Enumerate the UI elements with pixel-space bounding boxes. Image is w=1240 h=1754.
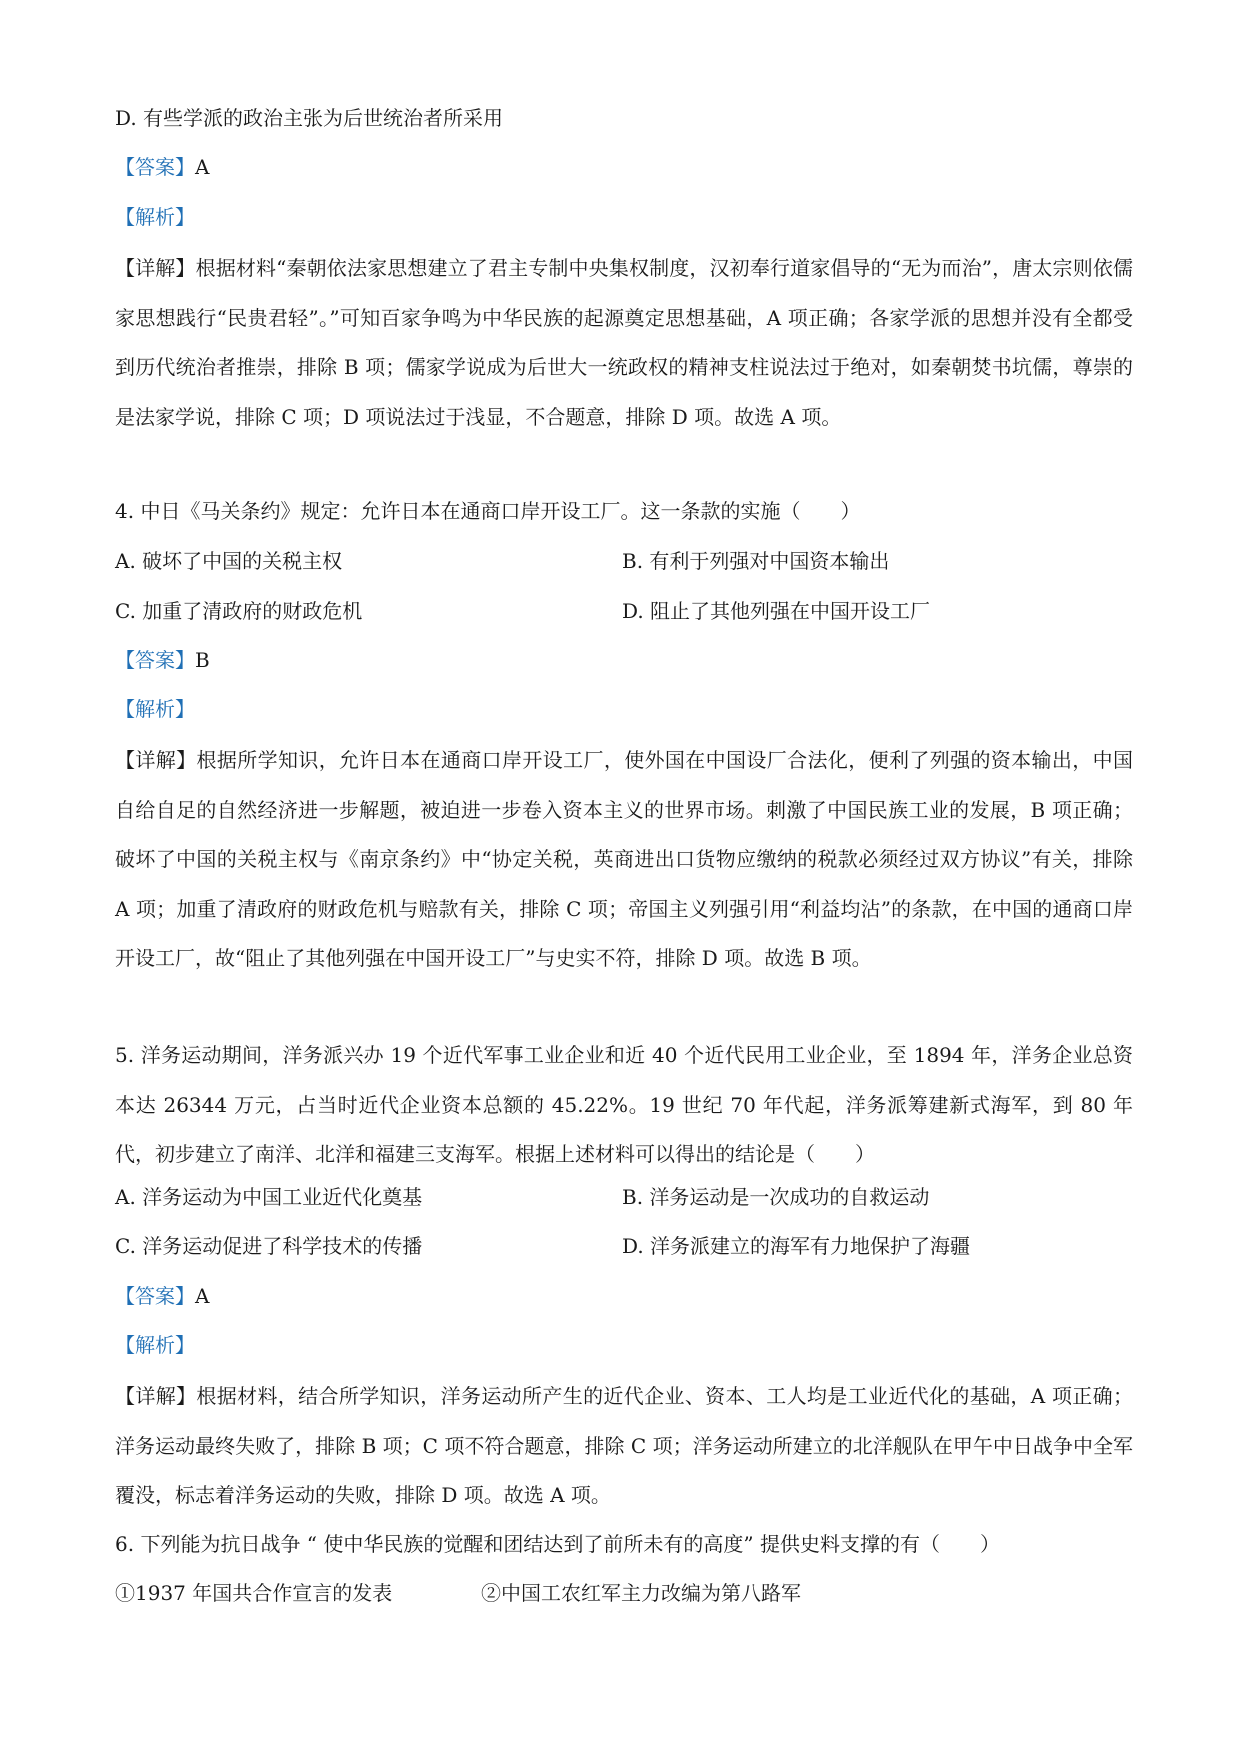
answer-label: 【答案】 bbox=[115, 155, 195, 179]
q4-analysis-label: 【解析】 bbox=[115, 697, 195, 721]
detail-label: 【详解】 bbox=[115, 256, 196, 280]
detail-text: 根据所学知识，允许日本在通商口岸开设工厂，使外国在中国设厂合法化，便利了列强的资本输出，中国自给自足的自然经济进一步解题，被迫进一步卷入资本主义的世界市场。刺激了中国民族工业的发展，B 项正确；破坏了中国的关税主权与《南京条约》中“协定关税，英商进出口货物应缴纳的税款必须经过双方协议”有关，排除 A 项；加重了清政府的财政危机与赔款有关，排除 C 项；帝国主义列强引用“利益均沾”的条款，在中国的通商口岸开设工厂，故“阻止了其他列强在中国开设工厂”与史实不符，排除 D 项。故选 B 项。 bbox=[115, 748, 1134, 970]
q3-analysis-label: 【解析】 bbox=[115, 205, 195, 229]
detail-label: 【详解】 bbox=[115, 1384, 197, 1408]
q5-option-c: C. 洋务运动促进了科学技术的传播 bbox=[115, 1234, 423, 1258]
q3-option-d: D. 有些学派的政治主张为后世统治者所采用 bbox=[115, 106, 504, 130]
q6-item-1: ①1937 年国共合作宣言的发表 bbox=[115, 1581, 393, 1605]
answer-label: 【答案】 bbox=[115, 648, 195, 672]
q6-item-2: ②中国工农红军主力改编为第八路军 bbox=[481, 1581, 801, 1605]
q5-option-d: D. 洋务派建立的海军有力地保护了海疆 bbox=[622, 1234, 971, 1258]
q4-stem: 4. 中日《马关条约》规定：允许日本在通商口岸开设工厂。这一条款的实施（ ） bbox=[115, 499, 861, 523]
answer-label: 【答案】 bbox=[115, 1284, 195, 1308]
q4-answer-line bbox=[115, 646, 210, 674]
q5-detail bbox=[115, 1372, 1133, 1521]
q4-option-d: D. 阻止了其他列强在中国开设工厂 bbox=[622, 599, 931, 623]
detail-label: 【详解】 bbox=[115, 748, 197, 772]
answer-value: A bbox=[195, 1284, 210, 1308]
q5-answer-line bbox=[115, 1282, 209, 1310]
q3-answer-line bbox=[115, 153, 209, 181]
q4-option-c: C. 加重了清政府的财政危机 bbox=[115, 599, 363, 623]
q4-option-a: A. 破坏了中国的关税主权 bbox=[115, 549, 343, 573]
detail-text: 根据材料，结合所学知识，洋务运动所产生的近代企业、资本、工人均是工业近代化的基础，A 项正确；洋务运动最终失败了，排除 B 项；C 项不符合题意，排除 C 项；洋务运动所建立的北洋舰队在甲午中日战争中全军覆没，标志着洋务运动的失败，排除 D 项。故选 A 项。 bbox=[115, 1384, 1133, 1507]
q4-option-b: B. 有利于列强对中国资本输出 bbox=[622, 549, 890, 573]
q5-analysis-label: 【解析】 bbox=[115, 1333, 195, 1357]
detail-text: 根据材料“秦朝依法家思想建立了君主专制中央集权制度，汉初奉行道家倡导的“无为而治”，唐太宗则依儒家思想践行“民贵君轻”。”可知百家争鸣为中华民族的起源奠定思想基础，A 项正确；各家学派的思想并没有全都受到历代统治者推崇，排除 B 项；儒家学说成为后世大一统政权的精神支柱说法过于绝对，如秦朝焚书坑儒，尊崇的是法家学说，排除 C 项；D 项说法过于浅显，不合题意，排除 D 项。故选 A 项。 bbox=[115, 256, 1133, 429]
q3-detail bbox=[115, 244, 1133, 442]
q6-stem: 6. 下列能为抗日战争 “ 使中华民族的觉醒和团结达到了前所未有的高度” 提供史料支撑的有（ ） bbox=[115, 1532, 1000, 1556]
q4-detail bbox=[115, 736, 1133, 984]
answer-value: B bbox=[195, 648, 210, 672]
q5-stem: 5. 洋务运动期间，洋务派兴办 19 个近代军事工业企业和近 40 个近代民用工业企业，至 1894 年，洋务企业总资本达 26344 万元，占当时近代企业资本总额的 45.22%。19 世纪 70 年代起，洋务派筹建新式海军，到 80 年代，初步建立了南洋、北洋和福建三支海军。根据上述材料可以得出的结论是（ ） bbox=[115, 1043, 1133, 1166]
q5-option-a: A. 洋务运动为中国工业近代化奠基 bbox=[115, 1185, 423, 1209]
answer-value: A bbox=[195, 155, 210, 179]
q5-option-b: B. 洋务运动是一次成功的自救运动 bbox=[622, 1185, 930, 1209]
